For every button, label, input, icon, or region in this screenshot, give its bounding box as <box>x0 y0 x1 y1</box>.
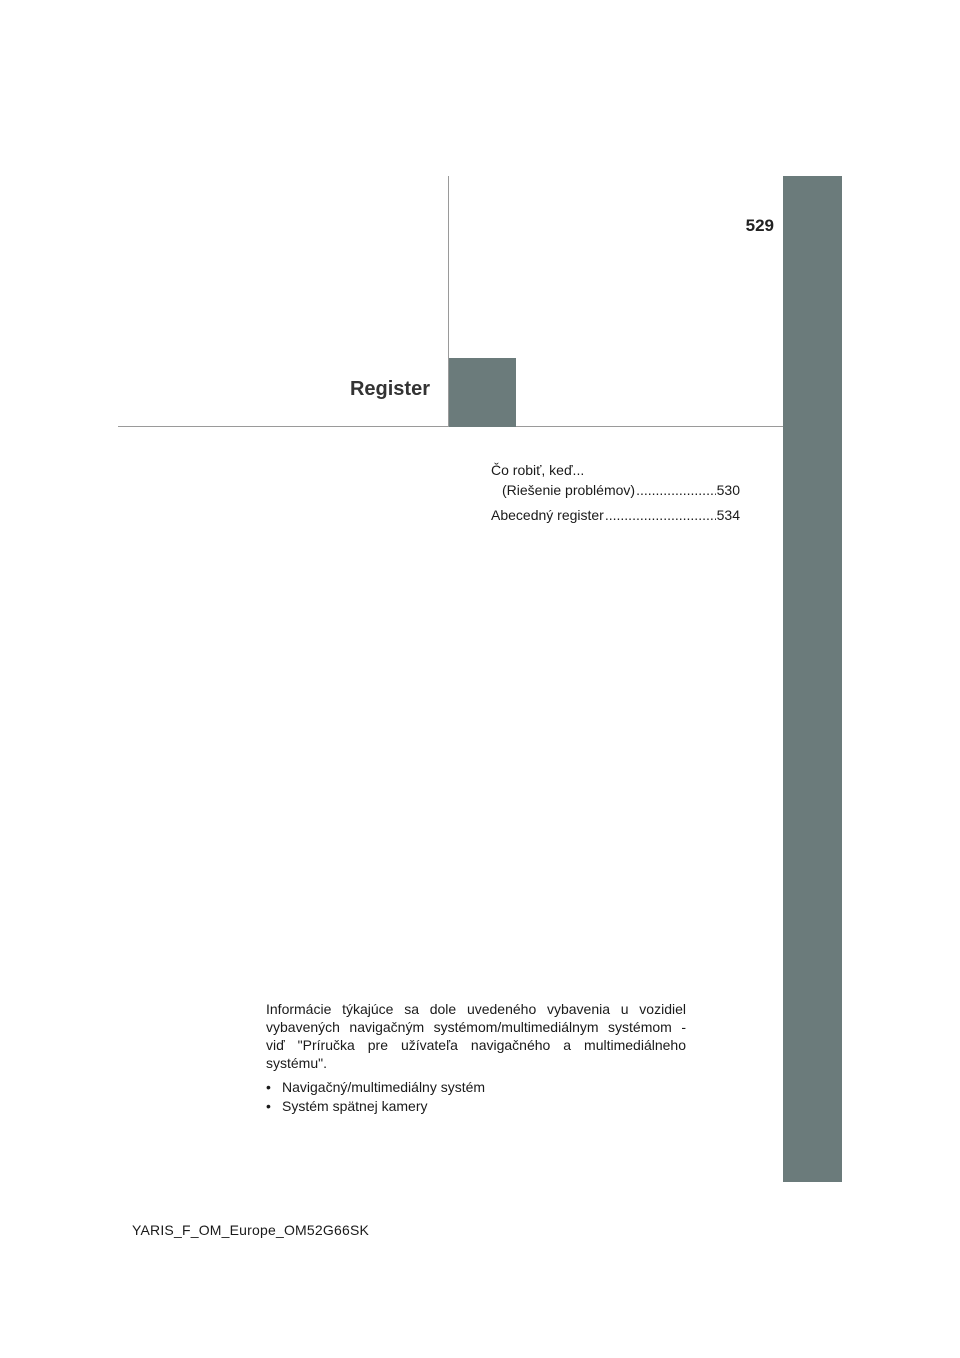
toc-entry-subtitle: (Riešenie problémov) <box>502 482 636 498</box>
note-bullet-list <box>266 1078 686 1116</box>
toc-leader-dots <box>636 480 716 500</box>
toc-entry-title: Abecedný register <box>491 507 604 523</box>
list-item <box>266 1078 686 1097</box>
section-marker-block <box>449 358 516 427</box>
table-of-contents <box>491 460 740 530</box>
note-paragraph: Informácie týkajúce sa dole uvedeného vybavenia u vozidiel vybavených navigačným systémom/multimediálnym systémom - viď "Príručka pre užívateľa navigačného a multimediálneho systému". <box>266 1001 686 1071</box>
bullet-icon: • <box>266 1079 271 1095</box>
toc-entry-index[interactable] <box>491 505 740 525</box>
toc-entry-title: Čo robiť, keď... <box>491 462 585 478</box>
list-item <box>266 1097 686 1116</box>
toc-entry-page: 530 <box>716 482 740 498</box>
list-item-text: Systém spätnej kamery <box>282 1098 428 1114</box>
bullet-icon: • <box>266 1098 271 1114</box>
page-number: 529 <box>745 216 774 235</box>
toc-leader-dots <box>605 505 716 525</box>
navigation-system-note <box>266 1000 686 1116</box>
side-thumb-tab <box>783 176 842 1182</box>
footer-document-code: YARIS_F_OM_Europe_OM52G66SK <box>132 1222 370 1238</box>
toc-entry-title-line <box>491 505 740 525</box>
toc-entry-troubleshooting[interactable] <box>491 460 740 500</box>
toc-entry-title-line <box>491 460 740 480</box>
section-title: Register <box>349 378 430 400</box>
toc-entry-title-line <box>491 480 740 500</box>
toc-entry-page: 534 <box>716 507 740 523</box>
list-item-text: Navigačný/multimediálny systém <box>282 1079 486 1095</box>
